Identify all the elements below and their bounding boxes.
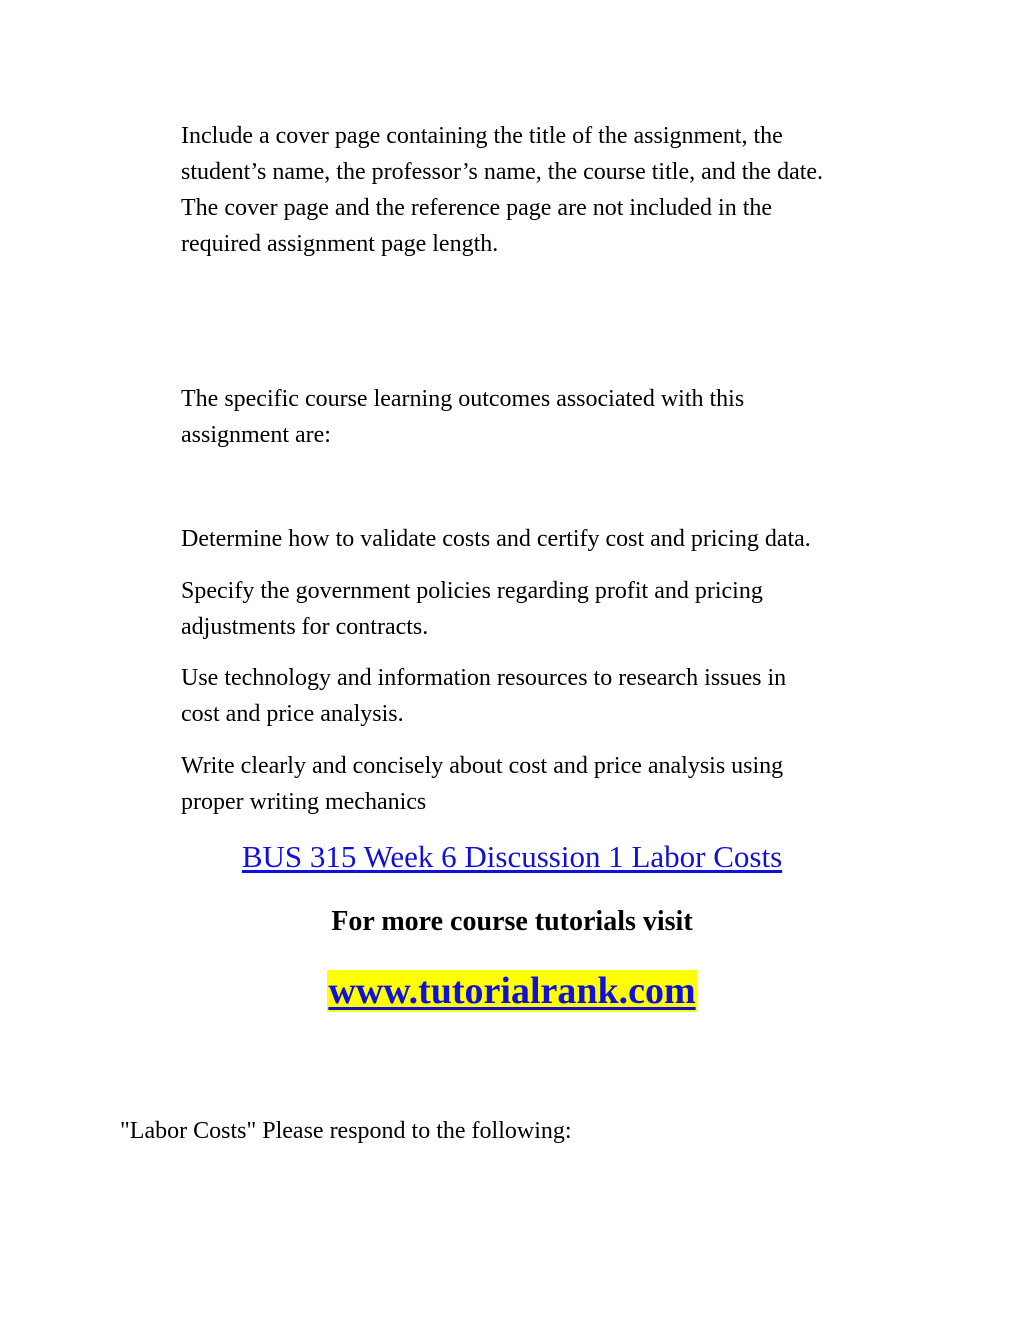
- outcome-item: [181, 660, 921, 732]
- visit-text: For more course tutorials visit: [331, 906, 693, 937]
- course-title-link[interactable]: BUS 315 Week 6 Discussion 1 Labor Costs: [241, 839, 783, 874]
- cover-page-instructions: [181, 118, 921, 262]
- outcome-item: [181, 521, 921, 557]
- text-line: Write clearly and concisely about cost and price analysis using: [181, 753, 784, 779]
- site-link-row: [0, 966, 1024, 1016]
- outcome-item: [181, 573, 921, 645]
- text-line: student’s name, the professor’s name, the course title, and the date.: [181, 159, 824, 185]
- text-line: cost and price analysis.: [181, 701, 404, 727]
- text-line: Specify the government policies regarding profit and pricing: [181, 578, 763, 604]
- respond-prompt: "Labor Costs" Please respond to the following:: [120, 1118, 572, 1144]
- text-line: The cover page and the reference page are not included in the: [181, 195, 773, 221]
- outcomes-intro: [181, 381, 921, 453]
- text-line: Use technology and information resources to research issues in: [181, 665, 787, 691]
- outcome-item: [181, 748, 921, 820]
- text-line: Include a cover page containing the title of the assignment, the: [181, 123, 783, 149]
- tutorialrank-link[interactable]: www.tutorialrank.com: [328, 970, 696, 1012]
- text-line: required assignment page length.: [181, 231, 499, 257]
- text-line: Determine how to validate costs and certify cost and pricing data.: [181, 526, 811, 552]
- text-line: adjustments for contracts.: [181, 614, 429, 640]
- text-line: proper writing mechanics: [181, 789, 427, 815]
- text-line: The specific course learning outcomes associated with this: [181, 386, 745, 412]
- text-line: assignment are:: [181, 422, 331, 448]
- course-link-row: [0, 837, 1024, 877]
